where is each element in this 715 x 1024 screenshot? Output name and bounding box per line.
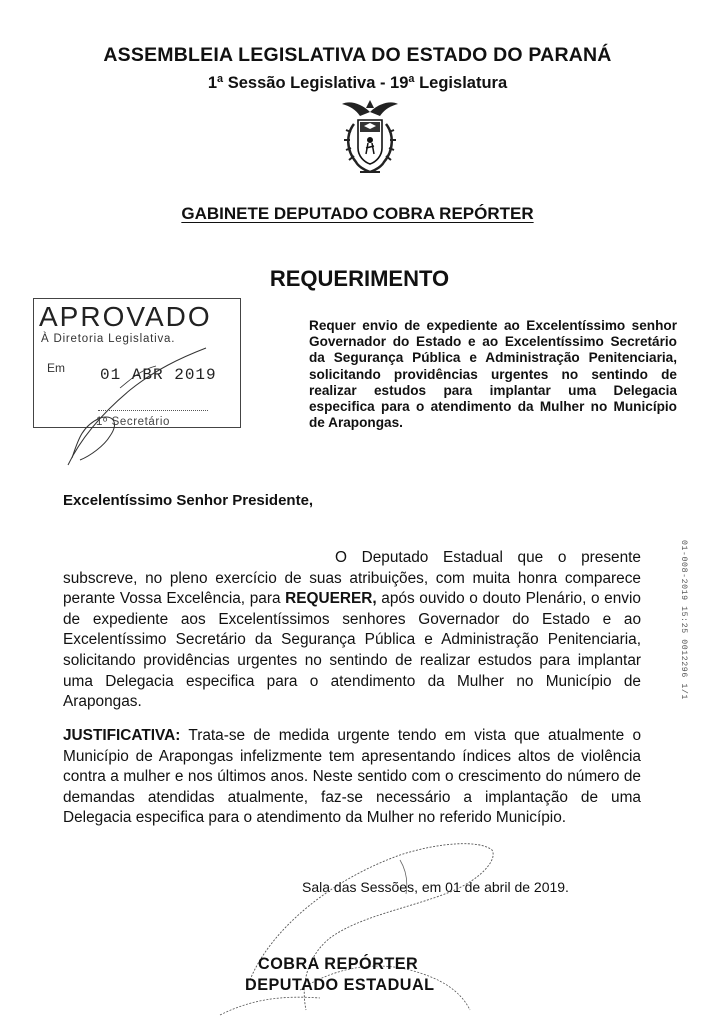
request-text-1: O Deputado Estadual que o presente subscreve, no pleno exercício de suas atribuições, com muita honra comparece perante Vossa Excelência, para	[63, 549, 641, 608]
stamp-title: APROVADO	[39, 301, 212, 332]
state-coat-of-arms	[322, 90, 418, 186]
request-text-2: após ouvido o douto Plenário, o envio de expediente aos Excelentíssimos senhores Governador do Estado e ao Excelentíssimo Secretário da Segurança Pública e Administração Penitenciaria, solicitando providências urgentes no sentindo de realizar estudos para implantar uma Delegacia especifica para o atendimento da Mulher no Município de Arapongas.	[63, 590, 641, 711]
stamp-secretary: 1º Secretário	[96, 416, 171, 428]
justification-paragraph	[63, 726, 641, 829]
institution-title: ASSEMBLEIA LEGISLATIVA DO ESTADO DO PARANÁ	[103, 44, 612, 66]
justification-text: Trata-se de medida urgente tendo em vista que atualmente o Município de Arapongas infelizmente tem apresentando índices altos de violência contra a mulher e nos últimos anos. Neste sentido com o crescimento do número de demandas atendidas atualmente, faz-se necessário a implantação de uma Delegacia especifica para o atendimento da Mulher no referido Município.	[63, 727, 641, 827]
place-and-date: Sala das Sessões, em 01 de abril de 2019.	[302, 879, 569, 895]
stamp-date: 01 ABR 2019	[100, 366, 217, 384]
document-type: REQUERIMENTO	[269, 266, 450, 291]
office-title: GABINETE DEPUTADO COBRA REPÓRTER	[181, 204, 534, 223]
stamp-destination: À Diretoria Legislativa.	[41, 333, 176, 345]
justification-label: JUSTIFICATIVA:	[63, 727, 181, 744]
request-paragraph	[63, 548, 641, 713]
salutation: Excelentíssimo Senhor Presidente,	[63, 492, 314, 509]
request-summary: Requer envio de expediente ao Excelentíssimo senhor Governador do Estado e ao Excelentíssimo Secretário da Segurança Pública e Administração Penitenciaria, solicitando providências urgentes no sentindo de realizar estudos para implantar uma Delegacia especifica para o atendimento da Mulher no Município de Arapongas.	[309, 318, 677, 431]
signatory-name: COBRA REPÓRTER	[258, 955, 419, 973]
request-keyword: REQUERER,	[285, 590, 377, 608]
stamp-handwritten-mark	[60, 340, 210, 470]
protocol-side-print: 01-008-2019 15:25 0012296 1/1	[679, 540, 688, 700]
signatory-role: DEPUTADO ESTADUAL	[245, 976, 435, 994]
legislature-subtitle: 1ª Sessão Legislativa - 19ª Legislatura	[207, 74, 508, 92]
stamp-em-label: Em	[47, 361, 65, 375]
